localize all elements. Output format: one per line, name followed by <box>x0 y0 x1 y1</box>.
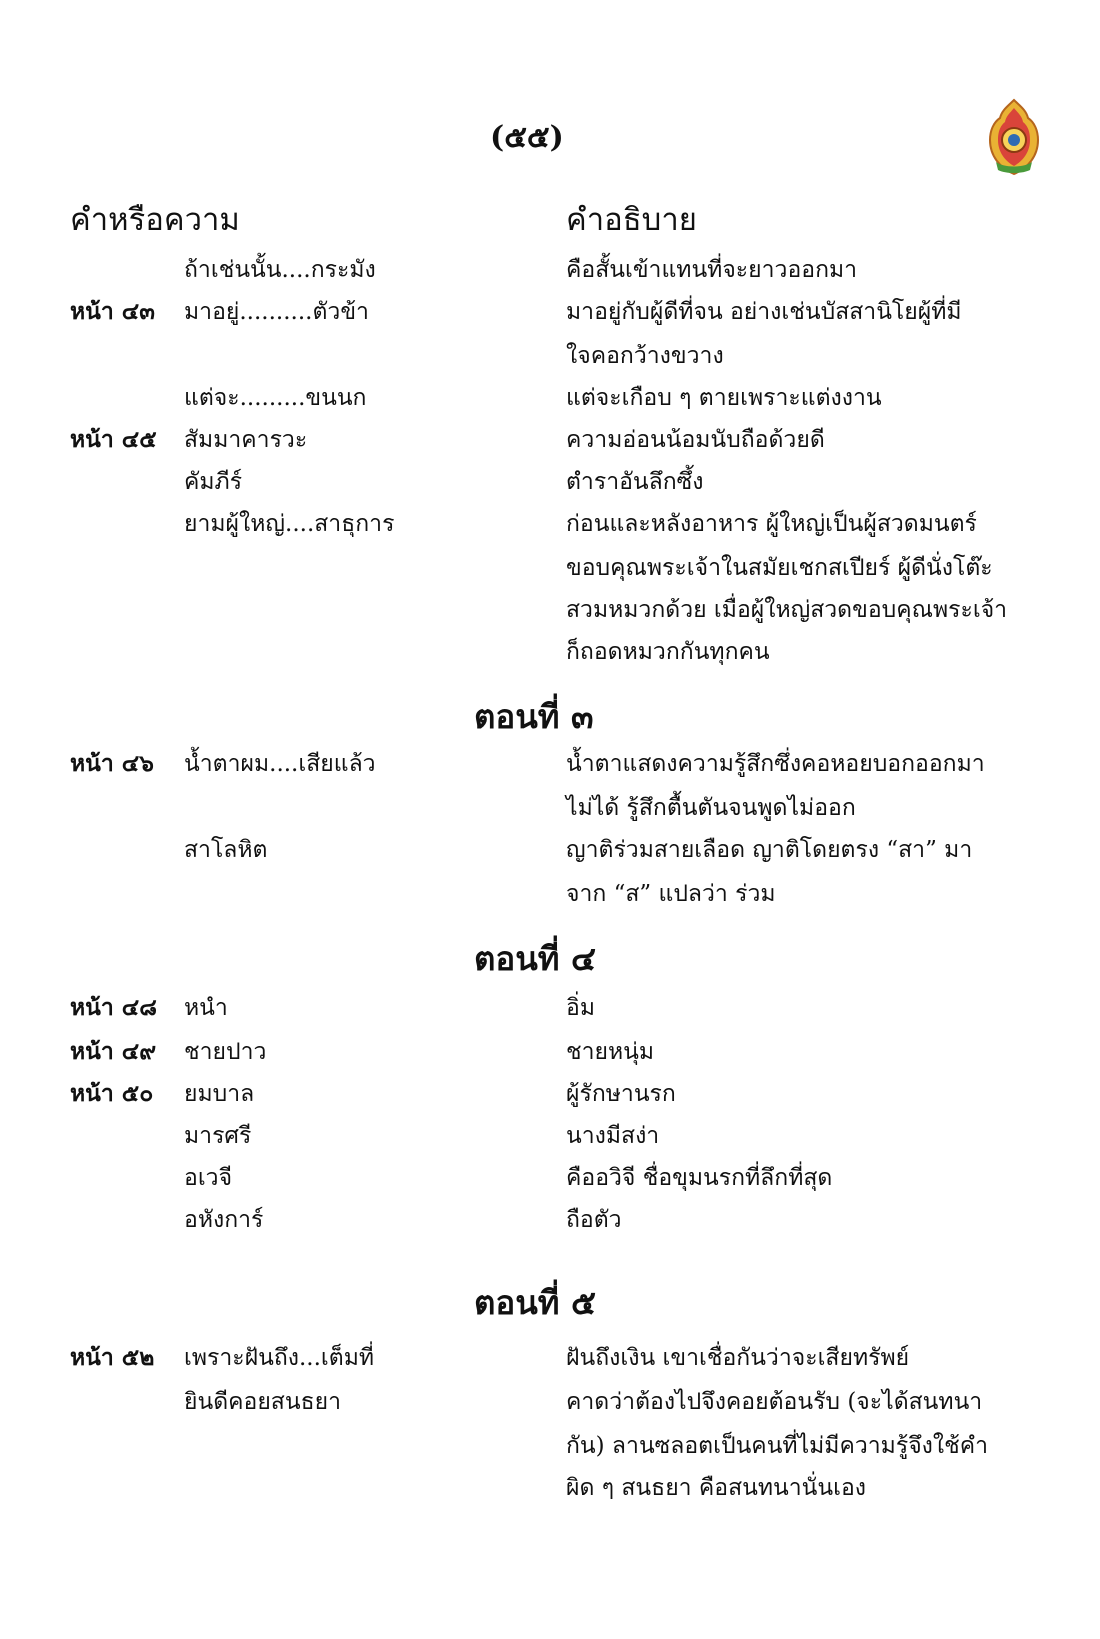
explanation-line: คือสั้นเข้าแทนที่จะยาวออกมา <box>566 257 858 283</box>
page-reference: หน้า ๔๘ <box>70 994 157 1021</box>
explanation-line: ใจคอกว้างขวาง <box>566 343 724 369</box>
explanation-line: กัน) ลานซลอตเป็นคนที่ไม่มีความรู้จึงใช้คำ <box>566 1433 989 1459</box>
term: แต่จะ.........ขนนก <box>184 385 367 411</box>
explanation-line: ขอบคุณพระเจ้าในสมัยเชกสเปียร์ ผู้ดีนั่งโต๊ะ <box>566 555 993 581</box>
page-number: (๕๕) <box>490 120 564 155</box>
term: ชายปาว <box>184 1039 267 1065</box>
explanation-line: ฝันถึงเงิน เขาเชื่อกันว่าจะเสียทรัพย์ <box>566 1345 910 1371</box>
explanation-line: คาดว่าต้องไปจึงคอยต้อนรับ (จะได้สนทนา <box>566 1389 983 1415</box>
explanation-line: ชายหนุ่ม <box>566 1039 655 1065</box>
section-heading: ตอนที่ ๓ <box>474 697 594 736</box>
explanation-line: ก็ถอดหมวกกันทุกคน <box>566 639 770 665</box>
term: มาอยู่..........ตัวข้า <box>184 299 369 325</box>
term: เพราะฝันถึง...เต็มที่ <box>184 1345 375 1371</box>
page-reference: หน้า ๔๕ <box>70 426 157 453</box>
explanation-line: ผิด ๆ สนธยา คือสนทนานั่นเอง <box>566 1475 866 1501</box>
page-reference: หน้า ๔๓ <box>70 298 155 325</box>
term: คัมภีร์ <box>184 469 243 495</box>
explanation-line: แต่จะเกือบ ๆ ตายเพราะแต่งงาน <box>566 385 882 411</box>
term: สัมมาคารวะ <box>184 427 308 453</box>
explanation-line: อิ่ม <box>566 995 595 1021</box>
explanation-line: นางมีสง่า <box>566 1123 660 1149</box>
term: ยมบาล <box>184 1081 255 1107</box>
explanation-line: น้ำตาแสดงความรู้สึกซึ่งคอหอยบอกออกมา <box>566 751 985 777</box>
term: อหังการ์ <box>184 1207 264 1233</box>
column-header-term: คำหรือความ <box>70 202 240 238</box>
explanation-line: ไม่ได้ รู้สึกตื้นตันจนพูดไม่ออก <box>566 795 856 821</box>
term: มารศรี <box>184 1123 252 1149</box>
page-reference: หน้า ๕๒ <box>70 1344 155 1371</box>
explanation-line: จาก “ส” แปลว่า ร่วม <box>566 881 776 907</box>
section-heading: ตอนที่ ๕ <box>474 1283 597 1322</box>
explanation-line: ตำราอันลึกซึ้ง <box>566 469 704 495</box>
explanation-line: ผู้รักษานรก <box>566 1081 676 1107</box>
term: ถ้าเช่นนั้น....กระมัง <box>184 257 376 283</box>
term: ยามผู้ใหญ่....สาธุการ <box>184 511 395 537</box>
term: ยินดีคอยสนธยา <box>184 1389 342 1415</box>
ministry-emblem-icon <box>984 98 1044 176</box>
explanation-line: มาอยู่กับผู้ดีที่จน อย่างเช่นบัสสานิโยผู้ที่มี <box>566 299 962 325</box>
explanation-line: ญาติร่วมสายเลือด ญาติโดยตรง “สา” มา <box>566 837 973 863</box>
explanation-line: ก่อนและหลังอาหาร ผู้ใหญ่เป็นผู้สวดมนตร์ <box>566 511 977 537</box>
term: สาโลหิต <box>184 837 268 863</box>
explanation-line: ความอ่อนน้อมนับถือด้วยดี <box>566 427 825 453</box>
explanation-line: ถือตัว <box>566 1207 622 1233</box>
section-heading: ตอนที่ ๔ <box>474 939 597 978</box>
column-header-explanation: คำอธิบาย <box>566 202 697 238</box>
page-reference: หน้า ๔๖ <box>70 750 154 777</box>
explanation-line: คืออวิจี ชื่อขุมนรกที่ลึกที่สุด <box>566 1165 833 1191</box>
term: หนำ <box>184 995 228 1021</box>
term: อเวจี <box>184 1165 233 1191</box>
explanation-line: สวมหมวกด้วย เมื่อผู้ใหญ่สวดขอบคุณพระเจ้า <box>566 597 1008 623</box>
term: น้ำตาผม....เสียแล้ว <box>184 751 376 777</box>
page-reference: หน้า ๔๙ <box>70 1038 157 1065</box>
page-reference: หน้า ๕๐ <box>70 1080 154 1107</box>
